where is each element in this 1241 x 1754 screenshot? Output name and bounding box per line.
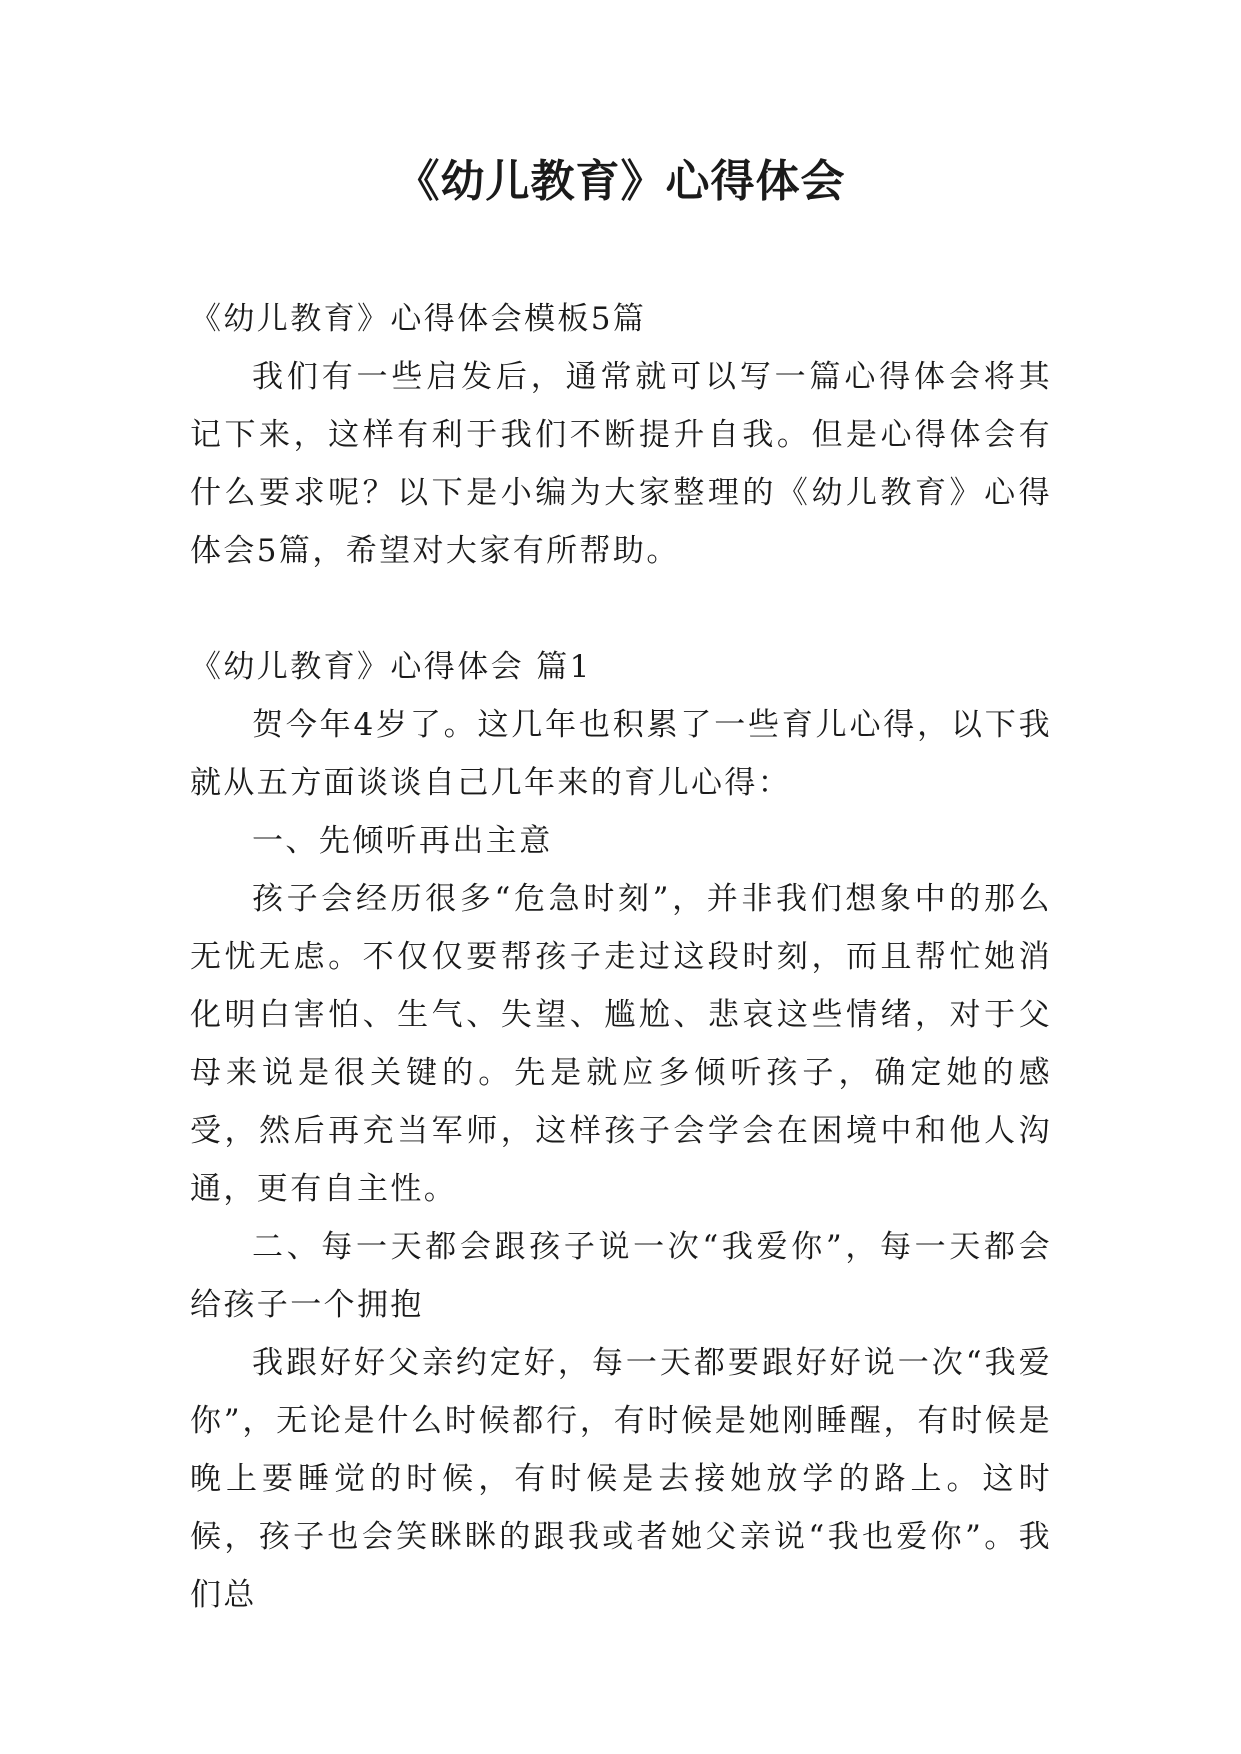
point-heading-1: 一、先倾听再出主意: [252, 823, 553, 859]
intro-paragraph: 我们有一些启发后，通常就可以写一篇心得体会将其记下来，这样有利于我们不断提升自我。但是心得体会有什么要求呢？以下是小编为大家整理的《幼儿教育》心得体会5篇，希望对大家有所帮助。: [190, 359, 1052, 569]
section-heading: 《幼儿教育》心得体会 篇1: [190, 649, 592, 685]
body-paragraph: 孩子会经历很多“危急时刻”，并非我们想象中的那么无忧无虑。不仅仅要帮孩子走过这段时刻，而且帮忙她消化明白害怕、生气、失望、尴尬、悲哀这些情绪，对于父母来说是很关键的。先是就应多倾听孩子，确定她的感受，然后再充当军师，这样孩子会学会在困境中和他人沟通，更有自主性。: [190, 881, 1052, 1207]
body-paragraph: 我跟好好父亲约定好，每一天都要跟好好说一次“我爱你”，无论是什么时候都行，有时候是她刚睡醒，有时候是晚上要睡觉的时候，有时候是去接她放学的路上。这时候，孩子也会笑眯眯的跟我或者她父亲说“我也爱你”。我们总: [190, 1345, 1052, 1613]
point-heading-2: 二、每一天都会跟孩子说一次“我爱你”，每一天都会给孩子一个拥抱: [190, 1229, 1052, 1323]
document-title: 《幼儿教育》心得体会: [395, 156, 846, 207]
document-subtitle: 《幼儿教育》心得体会模板5篇: [190, 301, 647, 337]
document-body: [190, 290, 1052, 1624]
paragraph-gap: [190, 580, 1052, 638]
body-paragraph: 贺今年4岁了。这几年也积累了一些育儿心得，以下我就从五方面谈谈自己几年来的育儿心得：: [190, 707, 1052, 801]
